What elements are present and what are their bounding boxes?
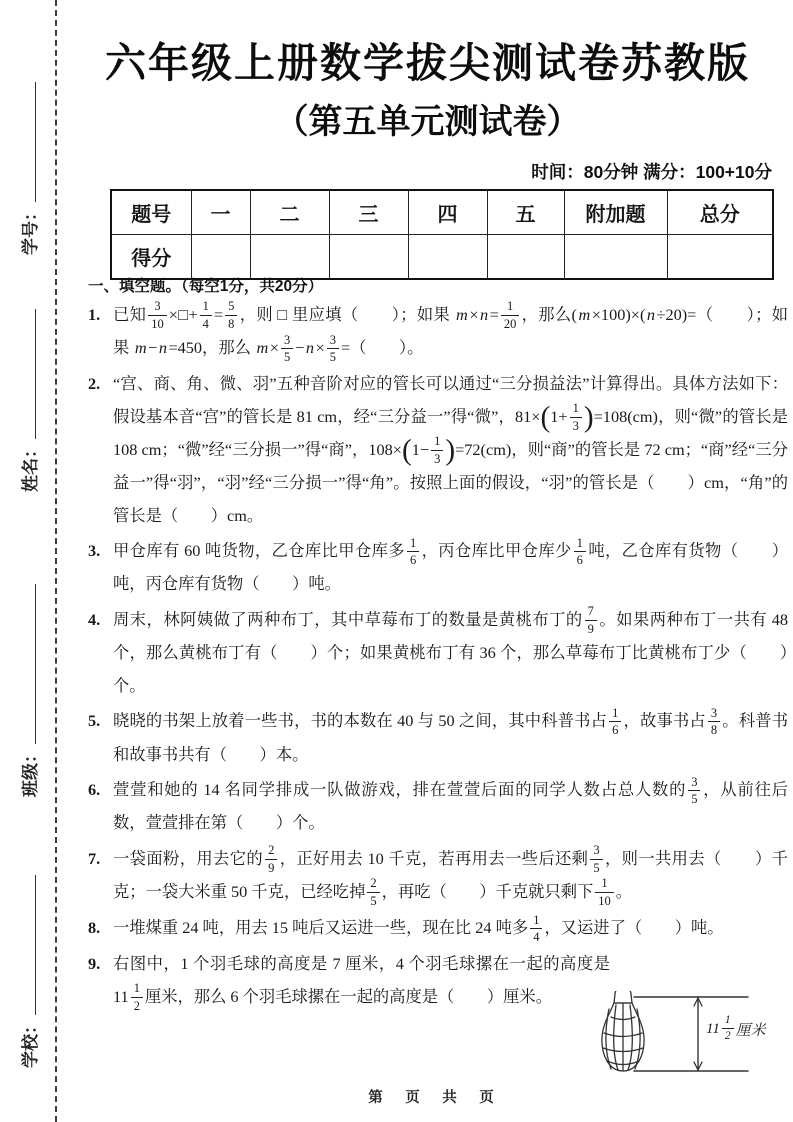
question-item: 1. 已知 $\frac{3}{10}$ ×□+ $\frac{1}{4}$ = $\frac{5}{8}$ ，则 □ 里应填（ ）；如果 m×n= $\frac{1}{20}$ ，那么(m×100)×(n÷20)=（ ）；如果 m−n=450，那么 m× $\frac{3}{5}$ −n× $\frac{3}{5}$ =（ ）。 — [88, 299, 788, 364]
fraction-numerator: 1 — [202, 299, 209, 314]
page-footer: 第 页 共 页 — [368, 1090, 498, 1106]
fraction-numerator: 1 — [533, 912, 540, 927]
question-number: 6. — [88, 780, 101, 800]
fraction-numerator: 1 — [724, 1014, 731, 1026]
page-title: 六年级上册数学拔尖测试卷苏教版 — [105, 40, 750, 86]
fraction-denominator: 5 — [281, 348, 293, 364]
student-id-label: 学号： — [21, 204, 40, 255]
fraction — [225, 299, 237, 331]
score-table — [110, 189, 774, 280]
score-cell — [667, 235, 773, 280]
fraction — [530, 913, 542, 945]
fraction-denominator: 5 — [367, 892, 379, 908]
school-field — [16, 875, 41, 1068]
big-paren: ( — [401, 434, 412, 467]
fraction-numerator: 3 — [710, 705, 718, 720]
question-item: 7. 一袋面粉，用去它的 $\frac{2}{9}$ ，正好用去 10 千克，若再用去一些后还剩 $\frac{3}{5}$ ，则一共用去（ ）千克；一袋大米重 50 千克，已经吃掉 $\frac{2}{5}$ ，再吃（ ）千克就只剩下 $\frac{1}{10}$ 。 — [88, 843, 788, 908]
score-table-header-row — [111, 190, 773, 235]
score-cell — [250, 235, 329, 280]
blank-line — [33, 875, 36, 1015]
math-variable: m — [134, 338, 147, 358]
score-table-corner: 题号 — [111, 190, 191, 235]
math-variable: n — [480, 305, 489, 324]
question-number: 4. — [88, 610, 101, 630]
big-paren: ) — [445, 434, 456, 467]
question-item: 5. 晓晓的书架上放着一些书，书的本数在 40 与 50 之间，其中科普书占 $\frac{1}{6}$ ，故事书占 $\frac{3}{8}$ 。科普书和故事书共有（ ）本。 — [88, 705, 788, 764]
fraction-numerator: 3 — [329, 332, 336, 347]
fraction-denominator: 9 — [265, 859, 277, 875]
fraction — [200, 299, 212, 331]
question-number: 9. — [88, 954, 101, 974]
dimension-integer: 11 — [706, 1021, 720, 1038]
fraction — [281, 333, 293, 365]
score-column-header: 五 — [487, 190, 564, 235]
question-item: 6. 萱萱和她的 14 名同学排成一队做游戏，排在萱萱后面的同学人数占总人数的 $\frac{3}{5}$ ，从前往后数，萱萱排在第（ ）个。 — [88, 774, 788, 833]
fraction-denominator: 6 — [609, 721, 621, 737]
score-column-header: 四 — [408, 190, 487, 235]
student-name-label: 姓名： — [21, 441, 40, 492]
score-column-header: 总分 — [667, 190, 773, 235]
score-cell — [408, 235, 487, 280]
question-item: 2. “宫、商、角、微、羽”五种音阶对应的管长可以通过“三分损益法”计算得出。具体方法如下：假设基本音“宫”的管长是 81 cm，经“三分益一”得“微”，81×(1+ $\frac{1}{3}$ )=108(cm)，则“微”的管长是 108 cm；“微”经“三分损一”得“商”，108×(1− $\frac{1}{3}$ )=72(cm)，则“商”的管长是 72 cm；“商”经“三分益一”得“羽”，“羽”经“三分损一”得“角”。按照上面的假设，“羽”的管长是（ ）cm，“角”的管长是（ ）cm。 — [88, 368, 788, 532]
fraction-numerator: 3 — [691, 774, 698, 789]
question-item: 9. 右图中，1 个羽毛球的高度是 7 厘米，4 个羽毛球摞在一起的高度是 11 $\frac{1}{2}$ 厘米，那么 6 个羽毛球摞在一起的高度是（ ）厘米。 — [88, 948, 788, 1014]
fraction — [148, 299, 167, 331]
time-score-info: 时间：80分钟 满分：100+10分 — [531, 162, 772, 182]
question-number: 3. — [88, 541, 101, 561]
section-heading: 一、填空题。（每空1分，共20分） — [88, 278, 324, 295]
math-variable: n — [158, 338, 167, 358]
fraction-denominator: 6 — [574, 551, 586, 567]
fraction-denominator: 9 — [585, 620, 597, 636]
fraction-denominator: 20 — [501, 315, 520, 331]
fraction-denominator: 2 — [722, 1028, 734, 1043]
question-item: 8. 一堆煤重 24 吨，用去 15 吨后又运进一些，现在比 24 吨多 $\frac{1}{4}$ ，又运进了（ ）吨。 — [88, 912, 724, 944]
math-variable: m — [578, 305, 591, 324]
fraction-numerator: 3 — [593, 843, 600, 858]
fraction-numerator: 1 — [612, 705, 619, 720]
fraction-numerator: 1 — [506, 299, 514, 314]
fraction — [595, 876, 614, 908]
fraction-denominator: 2 — [131, 997, 143, 1013]
fraction-denominator: 10 — [148, 315, 167, 331]
class-label: 班级： — [21, 746, 40, 797]
fraction — [722, 1014, 734, 1043]
fraction — [327, 333, 339, 365]
fraction — [407, 536, 419, 568]
fraction-numerator: 1 — [601, 876, 608, 891]
figure-dimension-label — [706, 1015, 766, 1044]
big-paren: ( — [540, 401, 551, 434]
fraction-denominator: 3 — [431, 450, 443, 466]
score-cell — [191, 235, 250, 280]
question-number: 5. — [88, 711, 101, 731]
score-table-score-row — [111, 235, 773, 280]
fraction-denominator: 8 — [225, 315, 237, 331]
blank-line — [33, 82, 36, 202]
fraction-denominator: 5 — [590, 859, 602, 875]
fraction-denominator: 4 — [530, 928, 542, 944]
fraction-denominator: 3 — [570, 417, 582, 433]
fraction — [688, 775, 700, 807]
fraction-denominator: 8 — [708, 721, 720, 737]
fraction-numerator: 5 — [228, 299, 235, 314]
question-number: 7. — [88, 848, 101, 868]
fraction — [131, 981, 143, 1013]
fraction — [590, 843, 602, 875]
fraction — [585, 604, 597, 636]
score-column-header: 三 — [329, 190, 408, 235]
fraction-numerator: 1 — [572, 401, 579, 416]
fraction — [609, 706, 621, 738]
fraction-numerator: 1 — [409, 535, 417, 550]
score-column-header: 一 — [191, 190, 250, 235]
score-column-header: 附加题 — [564, 190, 667, 235]
fraction — [265, 843, 277, 875]
question-number: 8. — [88, 918, 101, 938]
questions-list — [88, 299, 788, 1017]
blank-line — [33, 584, 36, 744]
question-item: 3. 甲仓库有 60 吨货物，乙仓库比甲仓库多 $\frac{1}{6}$ ，丙仓库比甲仓库少 $\frac{1}{6}$ 吨，乙仓库有货物（ ）吨，丙仓库有货物（ ）吨。 — [88, 535, 788, 594]
shuttlecock-figure — [598, 991, 793, 1077]
blank-line — [33, 309, 36, 439]
score-column-header: 二 — [250, 190, 329, 235]
fraction — [367, 876, 379, 908]
fraction-denominator: 4 — [200, 315, 212, 331]
fraction-denominator: 10 — [595, 892, 614, 908]
fraction-numerator: 1 — [434, 434, 441, 449]
math-variable: n — [646, 305, 656, 324]
fraction — [431, 434, 443, 466]
fraction — [708, 706, 720, 738]
math-variable: m — [256, 338, 269, 358]
question-item: 4. 周末，林阿姨做了两种布丁，其中草莓布丁的数量是黄桃布丁的 $\frac{7}{9}$ 。如果两种布丁一共有 48 个，那么黄桃布丁有（ ）个；如果黄桃布丁有 36 个，那么草莓布丁比黄桃布丁少（ ）个。 — [88, 604, 788, 695]
dimension-unit: 厘米 — [735, 1023, 766, 1040]
fraction-numerator: 7 — [587, 604, 594, 619]
fraction-denominator: 6 — [407, 551, 419, 567]
fraction-denominator: 5 — [327, 348, 339, 364]
fraction-numerator: 1 — [133, 981, 140, 996]
math-variable: m — [456, 305, 468, 324]
fraction-numerator: 3 — [154, 299, 161, 314]
fraction — [574, 536, 586, 568]
big-paren: ) — [583, 401, 594, 434]
score-cell — [564, 235, 667, 280]
school-label: 学校： — [21, 1017, 40, 1068]
student-id-field — [16, 82, 41, 255]
class-field — [16, 584, 41, 797]
fraction-numerator: 2 — [370, 876, 377, 891]
sidebar-dashed-divider — [55, 0, 57, 1122]
math-variable: n — [305, 338, 315, 358]
question-number: 2. — [88, 374, 101, 394]
score-row-label: 得分 — [111, 235, 191, 280]
student-name-field — [16, 309, 41, 492]
fraction-numerator: 3 — [283, 332, 291, 347]
question-number: 1. — [88, 305, 101, 324]
fraction-numerator: 2 — [268, 843, 275, 858]
fraction-denominator: 5 — [688, 790, 700, 806]
page-subtitle: （第五单元测试卷） — [274, 103, 581, 141]
fraction — [570, 401, 582, 433]
score-cell — [329, 235, 408, 280]
fraction-numerator: 1 — [576, 535, 583, 550]
score-cell — [487, 235, 564, 280]
fraction — [501, 299, 520, 331]
